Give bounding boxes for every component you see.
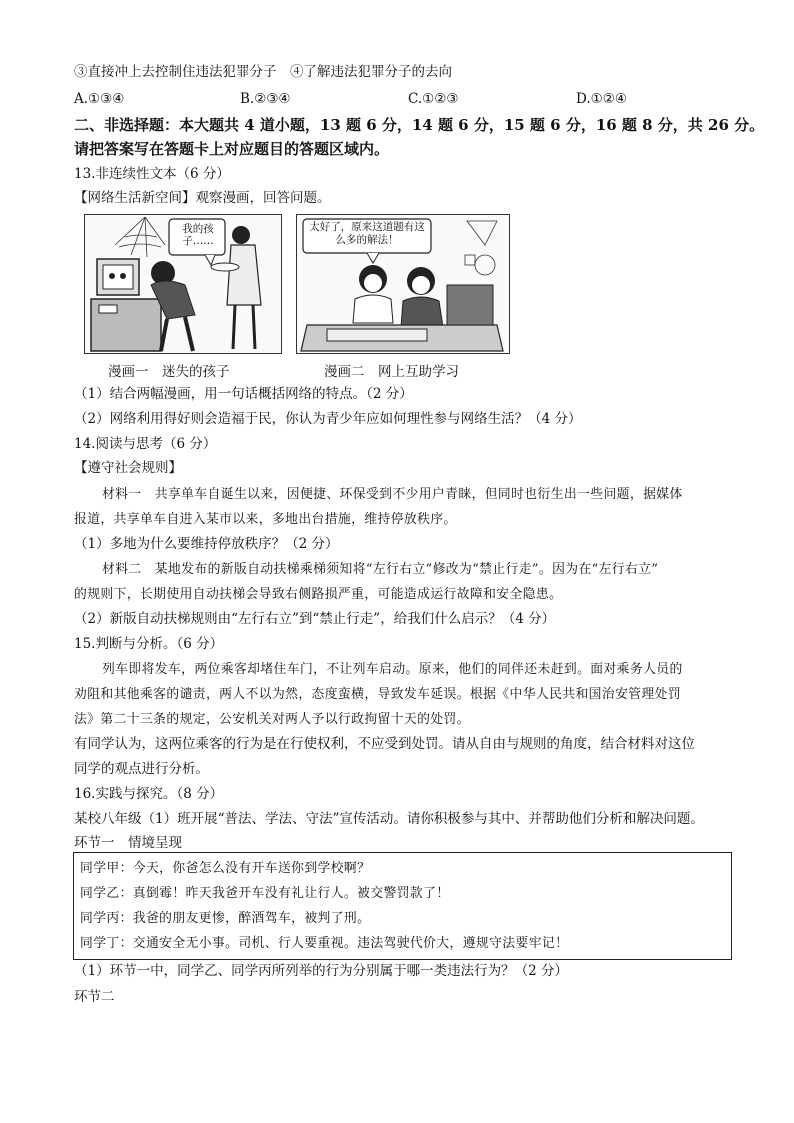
q14-tag: 【遵守社会规则】	[74, 460, 182, 476]
dialog-line-bing: 同学丙：我爸的朋友更惨，醉酒驾车，被判了刑。	[80, 911, 371, 926]
option-b: B.②③④	[240, 91, 291, 107]
q14-material2-line1: 材料二 某地发布的新版自动扶梯乘梯须知将“左行右立”修改为“禁止行走”。因为在“左行右立”	[102, 562, 659, 577]
q14-sub1: （1）多地为什么要维持停放秩序？（2 分）	[74, 536, 339, 552]
option-a: A.①③④	[74, 91, 125, 107]
dialog-line-ding: 同学丁：交通安全无小事。司机、行人要重视。违法驾驶代价大，遵规守法要牢记！	[80, 936, 569, 951]
q13-intro: 【网络生活新空间】观察漫画，回答问题。	[74, 190, 331, 206]
comic2-caption: 漫画二 网上互助学习	[324, 364, 459, 380]
q16-sub1: （1）环节一中，同学乙、同学丙所列举的行为分别属于哪一类违法行为？（2 分）	[74, 963, 568, 979]
q16-intro: 某校八年级（1）班开展“普法、学法、守法”宣传活动。请你积极参与其中、并帮助他们分析和解决问题。	[74, 811, 704, 827]
comic-online-study	[296, 214, 510, 354]
section-2-heading: 二、非选择题：本大题共 4 道小题，13 题 6 分，14 题 6 分，15 题 6 分，16 题 8 分，共 26 分。	[74, 116, 765, 134]
option-line-3-4: ③直接冲上去控制住违法犯罪分子 ④了解违法犯罪分子的去向	[74, 64, 452, 80]
q16-title: 16.实践与探究。（8 分）	[74, 786, 224, 802]
comic2-speech-bubble: 太好了，原来这道题有这么多的解法！	[309, 221, 425, 246]
q15-para-line1: 列车即将发车，两位乘客却堵住车门，不让列车启动。原来，他们的同伴还未赶到。面对乘务人员的	[102, 662, 683, 677]
comic1-caption: 漫画一 迷失的孩子	[108, 364, 230, 380]
dialog-box	[73, 852, 732, 960]
q15-para-line3: 法》第二十三条的规定，公安机关对两人予以行政拘留十天的处罚。	[74, 712, 470, 727]
q13-sub2: （2）网络利用得好则会造福于民，你认为青少年应如何理性参与网络生活？（4 分）	[74, 411, 582, 427]
q14-material2-line2: 的规则下，长期使用自动扶梯会导致右侧路损严重，可能造成运行故障和安全隐患。	[74, 587, 563, 602]
dialog-line-yi: 同学乙：真倒霉！昨天我爸开车没有礼让行人。被交警罚款了！	[80, 886, 450, 901]
section-2-instruction: 请把答案写在答题卡上对应题目的答题区域内。	[74, 140, 390, 158]
q13-sub1: （1）结合两幅漫画，用一句话概括网络的特点。（2 分）	[74, 386, 413, 402]
comic1-speech-bubble: 我的孩子……	[182, 223, 214, 247]
q14-title: 14.阅读与思考（6 分）	[74, 436, 217, 452]
q15-title: 15.判断与分析。（6 分）	[74, 636, 224, 652]
q15-para-line2: 劝阻和其他乘客的谴责，两人不以为然，态度蛮横，导致发车延误。根据《中华人民共和国治安管理处罚	[74, 687, 682, 702]
q16-stage1-heading: 环节一 情境呈现	[74, 835, 182, 851]
q14-sub2: （2）新版自动扶梯规则由“左行右立”到“禁止行走”，给我们什么启示？（4 分）	[74, 611, 556, 627]
dialog-line-jia: 同学甲：今天，你爸怎么没有开车送你到学校啊？	[80, 861, 371, 876]
q14-material1-line1: 材料一 共享单车自诞生以来，因便捷、环保受到不少用户青睐，但同时也衍生出一些问题，据媒体	[102, 487, 683, 502]
q15-question-line2: 同学的观点进行分析。	[74, 761, 209, 777]
q13-title: 13.非连续性文本（6 分）	[74, 166, 230, 182]
option-d: D.①②④	[576, 91, 627, 107]
comic-lost-child	[84, 214, 282, 354]
q15-question-line1: 有同学认为，这两位乘客的行为是在行使权利，不应受到处罚。请从自由与规则的角度，结合材料对这位	[74, 736, 695, 752]
option-c: C.①②③	[408, 91, 459, 107]
q14-material1-line2: 报道，共享单车自进入某市以来，多地出台措施，维持停放秩序。	[74, 512, 457, 527]
q16-stage2-heading: 环节二	[74, 989, 115, 1005]
